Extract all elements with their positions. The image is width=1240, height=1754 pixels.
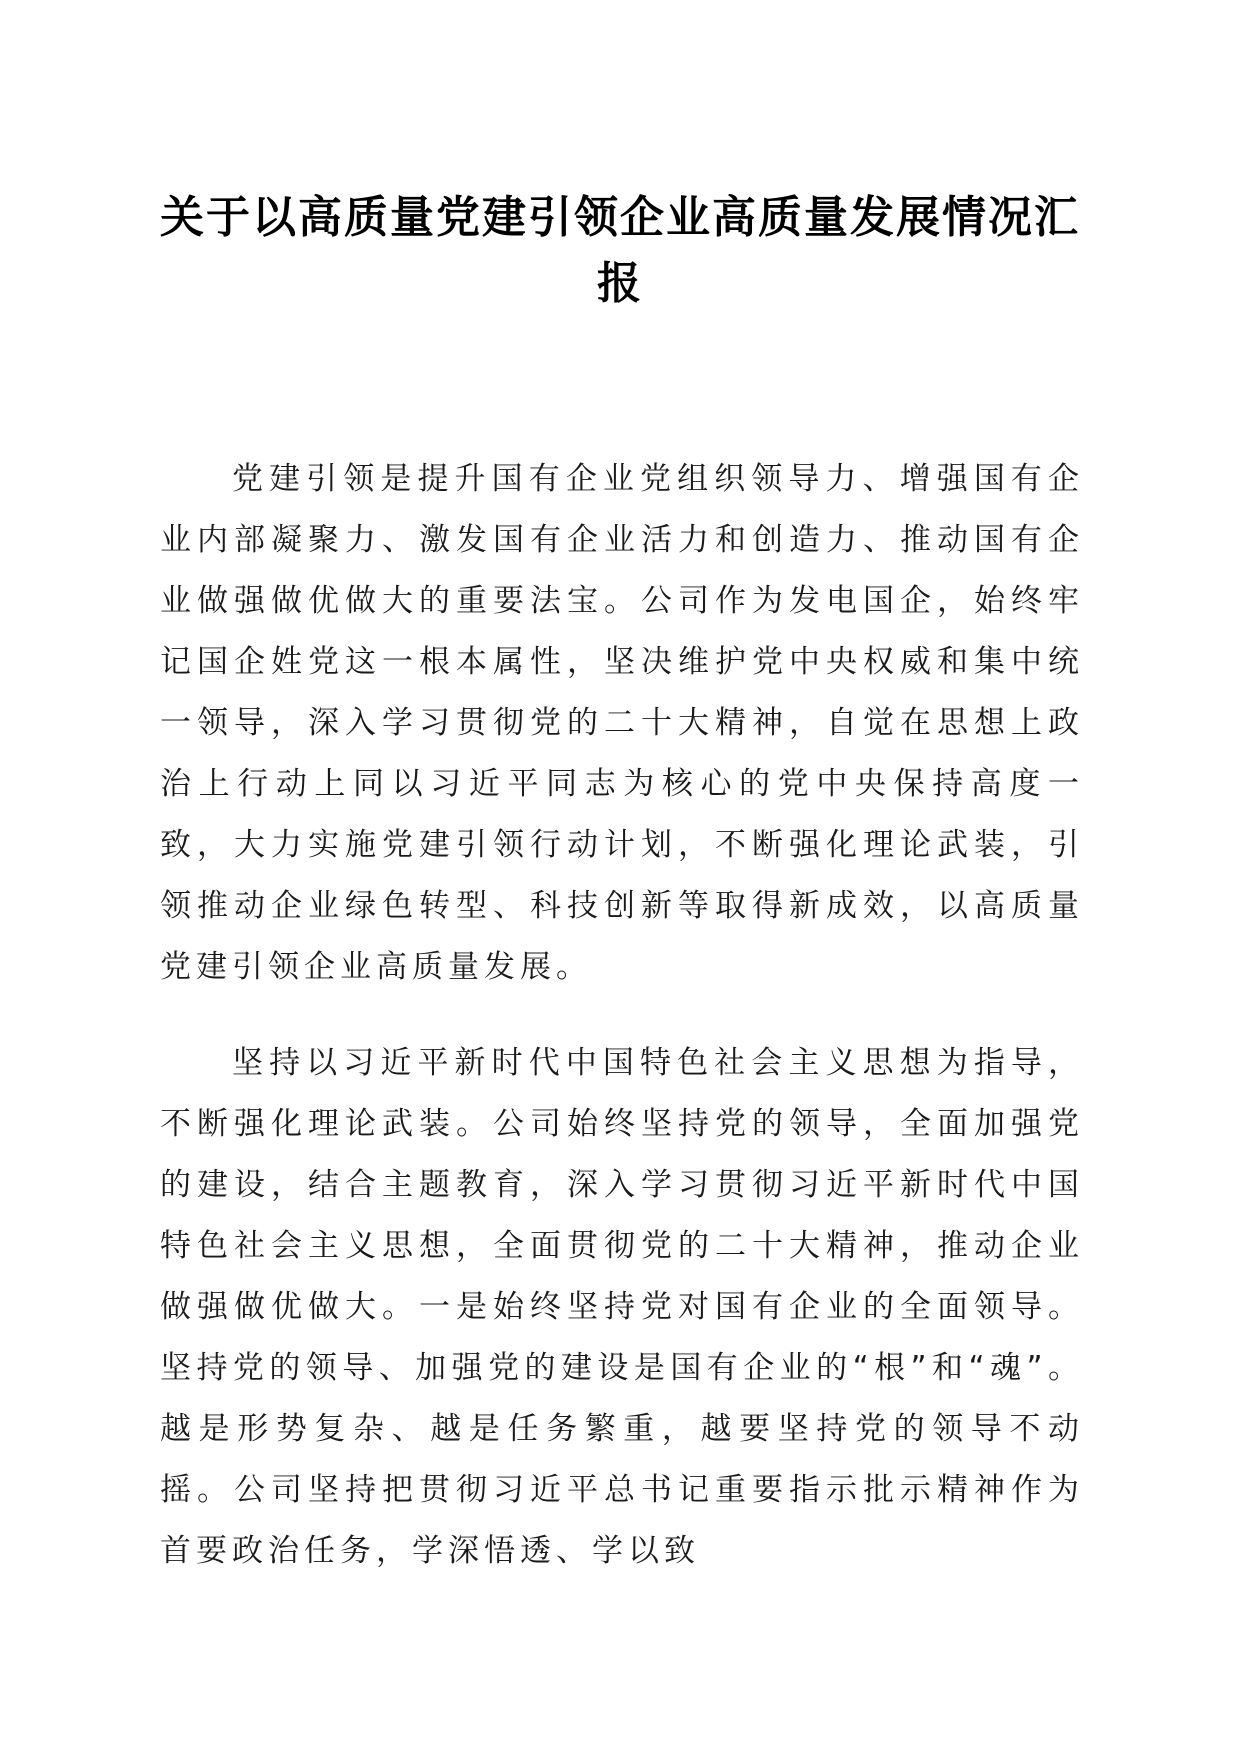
document-title: 关于以高质量党建引领企业高质量发展情况汇报 xyxy=(160,192,1080,309)
paragraph-theory: 坚持以习近平新时代中国特色社会主义思想为指导，不断强化理论武装。公司始终坚持党的领导，全面加强党的建设，结合主题教育，深入学习贯彻习近平新时代中国特色社会主义思想，全面贯彻党的二十大精神，推动企业做强做优做大。一是始终坚持党对国有企业的全面领导。坚持党的领导、加强党的建设是国有企业的“根”和“魂”。越是形势复杂、越是任务繁重，越要坚持党的领导不动摇。公司坚持把贯彻习近平总书记重要指示批示精神作为首要政治任务，学深悟透、学以致 xyxy=(160,1045,1084,1569)
paragraph-intro: 党建引领是提升国有企业党组织领导力、增强国有企业内部凝聚力、激发国有企业活力和创造力、推动国有企业做强做优做大的重要法宝。公司作为发电国企，始终牢记国企姓党这一根本属性，坚决维护党中央权威和集中统一领导，深入学习贯彻党的二十大精神，自觉在思想上政治上行动上同以习近平同志为核心的党中央保持高度一致，大力实施党建引领行动计划，不断强化理论武装，引领推动企业绿色转型、科技创新等取得新成效，以高质量党建引领企业高质量发展。 xyxy=(160,461,1084,985)
